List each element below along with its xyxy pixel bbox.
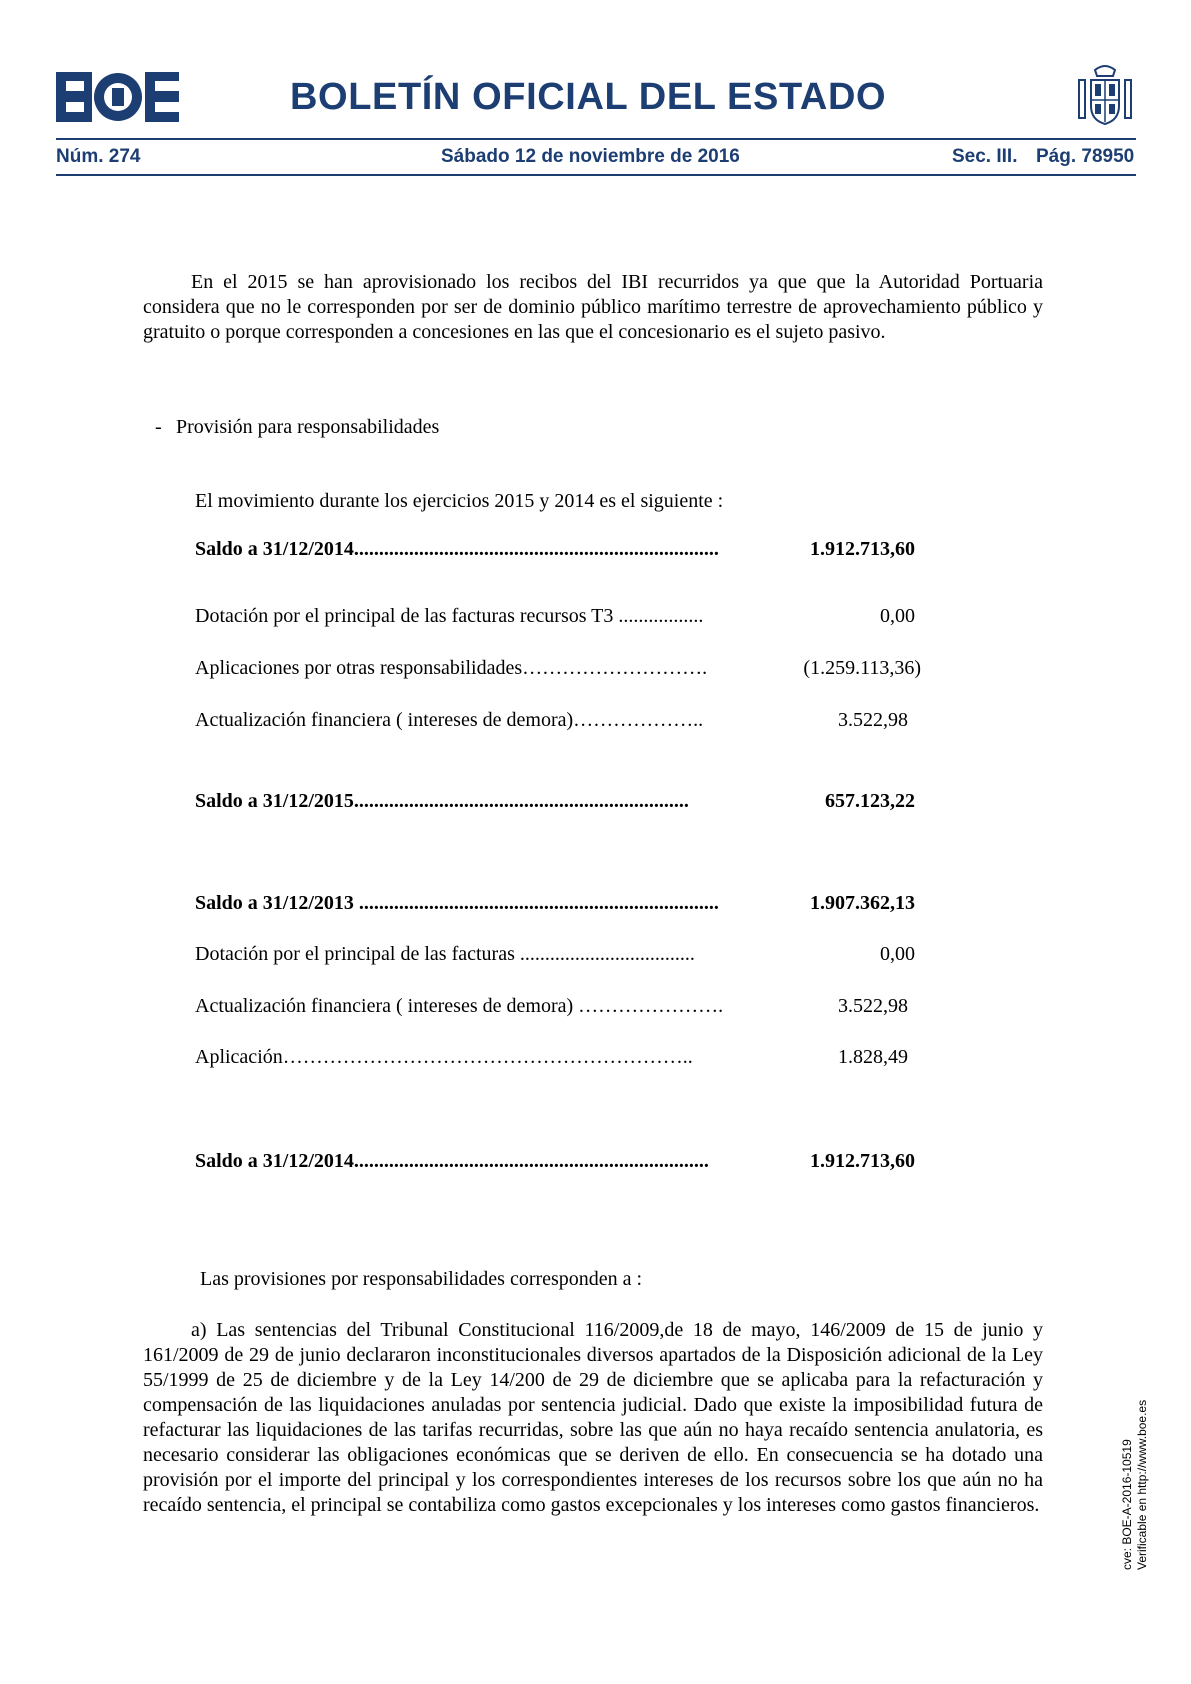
coat-of-arms-icon xyxy=(1075,62,1135,126)
header-rule-bottom xyxy=(56,174,1136,176)
bullet-marker: - xyxy=(155,416,162,438)
opening-balance-value: 1.912.713,60 xyxy=(810,538,915,560)
issue-number: Núm. 274 xyxy=(56,146,141,167)
header-rule-top xyxy=(56,138,1136,140)
closing-balance-value: 657.123,22 xyxy=(825,790,915,812)
table-row-value: (1.259.113,36) xyxy=(803,657,921,679)
verification-note xyxy=(1120,1310,1160,1570)
table-row-label: Dotación por el principal de las facturas recursos T3 ................. xyxy=(195,605,704,627)
cve-code: cve: BOE-A-2016-10519 xyxy=(1120,1439,1134,1570)
table-row-value: 3.522,98 xyxy=(838,995,908,1017)
table-row-label: Dotación por el principal de las facturas ................................... xyxy=(195,943,695,965)
provisions-intro: Las provisiones por responsabilidades corresponden a : xyxy=(200,1268,643,1290)
table-row-value: 3.522,98 xyxy=(838,709,908,731)
table-row-label: Aplicaciones por otras responsabilidades………………………. xyxy=(195,657,708,679)
paragraph-a: a) Las sentencias del Tribunal Constitucional 116/2009,de 18 de mayo, 146/2009 de 15 de junio y 161/2009 de 29 de junio declararon inconstitucionales diversos apartados de la Disposición adicional de la Ley 55/1999 de 25 de diciembre y de la Ley 14/200 de 29 de diciembre que se aplicaba para la refacturación y compensación de las liquidaciones anuladas por sentencia judicial. Dado que existe la imposibilidad futura de refacturar las liquidaciones de las tarifas recurridas, sobre las que aún no haya recaído sentencia anulatoria, es necesario considerar las obligaciones económicas que se deriven de ello. En consecuencia se ha dotado una provisión por el importe del principal y los correspondientes intereses de los recursos sobre los que aún no ha recaído sentencia, el principal se contabiliza como gastos excepcionales y los intereses como gastos financieros. xyxy=(143,1319,1043,1516)
issue-date: Sábado 12 de noviembre de 2016 xyxy=(441,146,740,167)
opening-balance-value: 1.907.362,13 xyxy=(810,892,915,914)
table-row-value: 0,00 xyxy=(880,605,915,627)
boe-logo xyxy=(56,72,179,122)
page-title: BOLETÍN OFICIAL DEL ESTADO xyxy=(290,76,887,118)
page-header xyxy=(0,0,1191,190)
table-row-value: 0,00 xyxy=(880,943,915,965)
opening-balance-label: Saldo a 31/12/2013 ........................................................................ xyxy=(195,892,719,914)
movement-intro: El movimiento durante los ejercicios 2015 y 2014 es el siguiente : xyxy=(195,490,724,512)
table-row-label: Aplicación…………………………………………………….. xyxy=(195,1046,693,1068)
closing-balance-value: 1.912.713,60 xyxy=(810,1150,915,1172)
opening-balance-label: Saldo a 31/12/2014......................................................................... xyxy=(195,538,719,560)
table-row-value: 1.828,49 xyxy=(838,1046,908,1068)
table-row-label: Actualización financiera ( intereses de demora) …………………. xyxy=(195,995,724,1017)
closing-balance-label: Saldo a 31/12/2014....................................................................... xyxy=(195,1150,709,1172)
page-number: Pág. 78950 xyxy=(1036,146,1135,167)
section-label: Sec. III. xyxy=(952,146,1018,167)
bullet-heading: Provisión para responsabilidades xyxy=(176,416,440,438)
verification-url[interactable]: Verificable en http://www.boe.es xyxy=(1135,1399,1149,1570)
closing-balance-label: Saldo a 31/12/2015................................................................... xyxy=(195,790,689,812)
table-row-label: Actualización financiera ( intereses de demora)……………….. xyxy=(195,709,704,731)
intro-paragraph: En el 2015 se han aprovisionado los recibos del IBI recurridos ya que que la Autoridad Portuaria considera que no le corresponden por ser de dominio público marítimo terrestre de aprovechamiento público y gratuito o porque corresponden a concesiones en las que el concesionario es el sujeto pasivo. xyxy=(143,271,1043,343)
